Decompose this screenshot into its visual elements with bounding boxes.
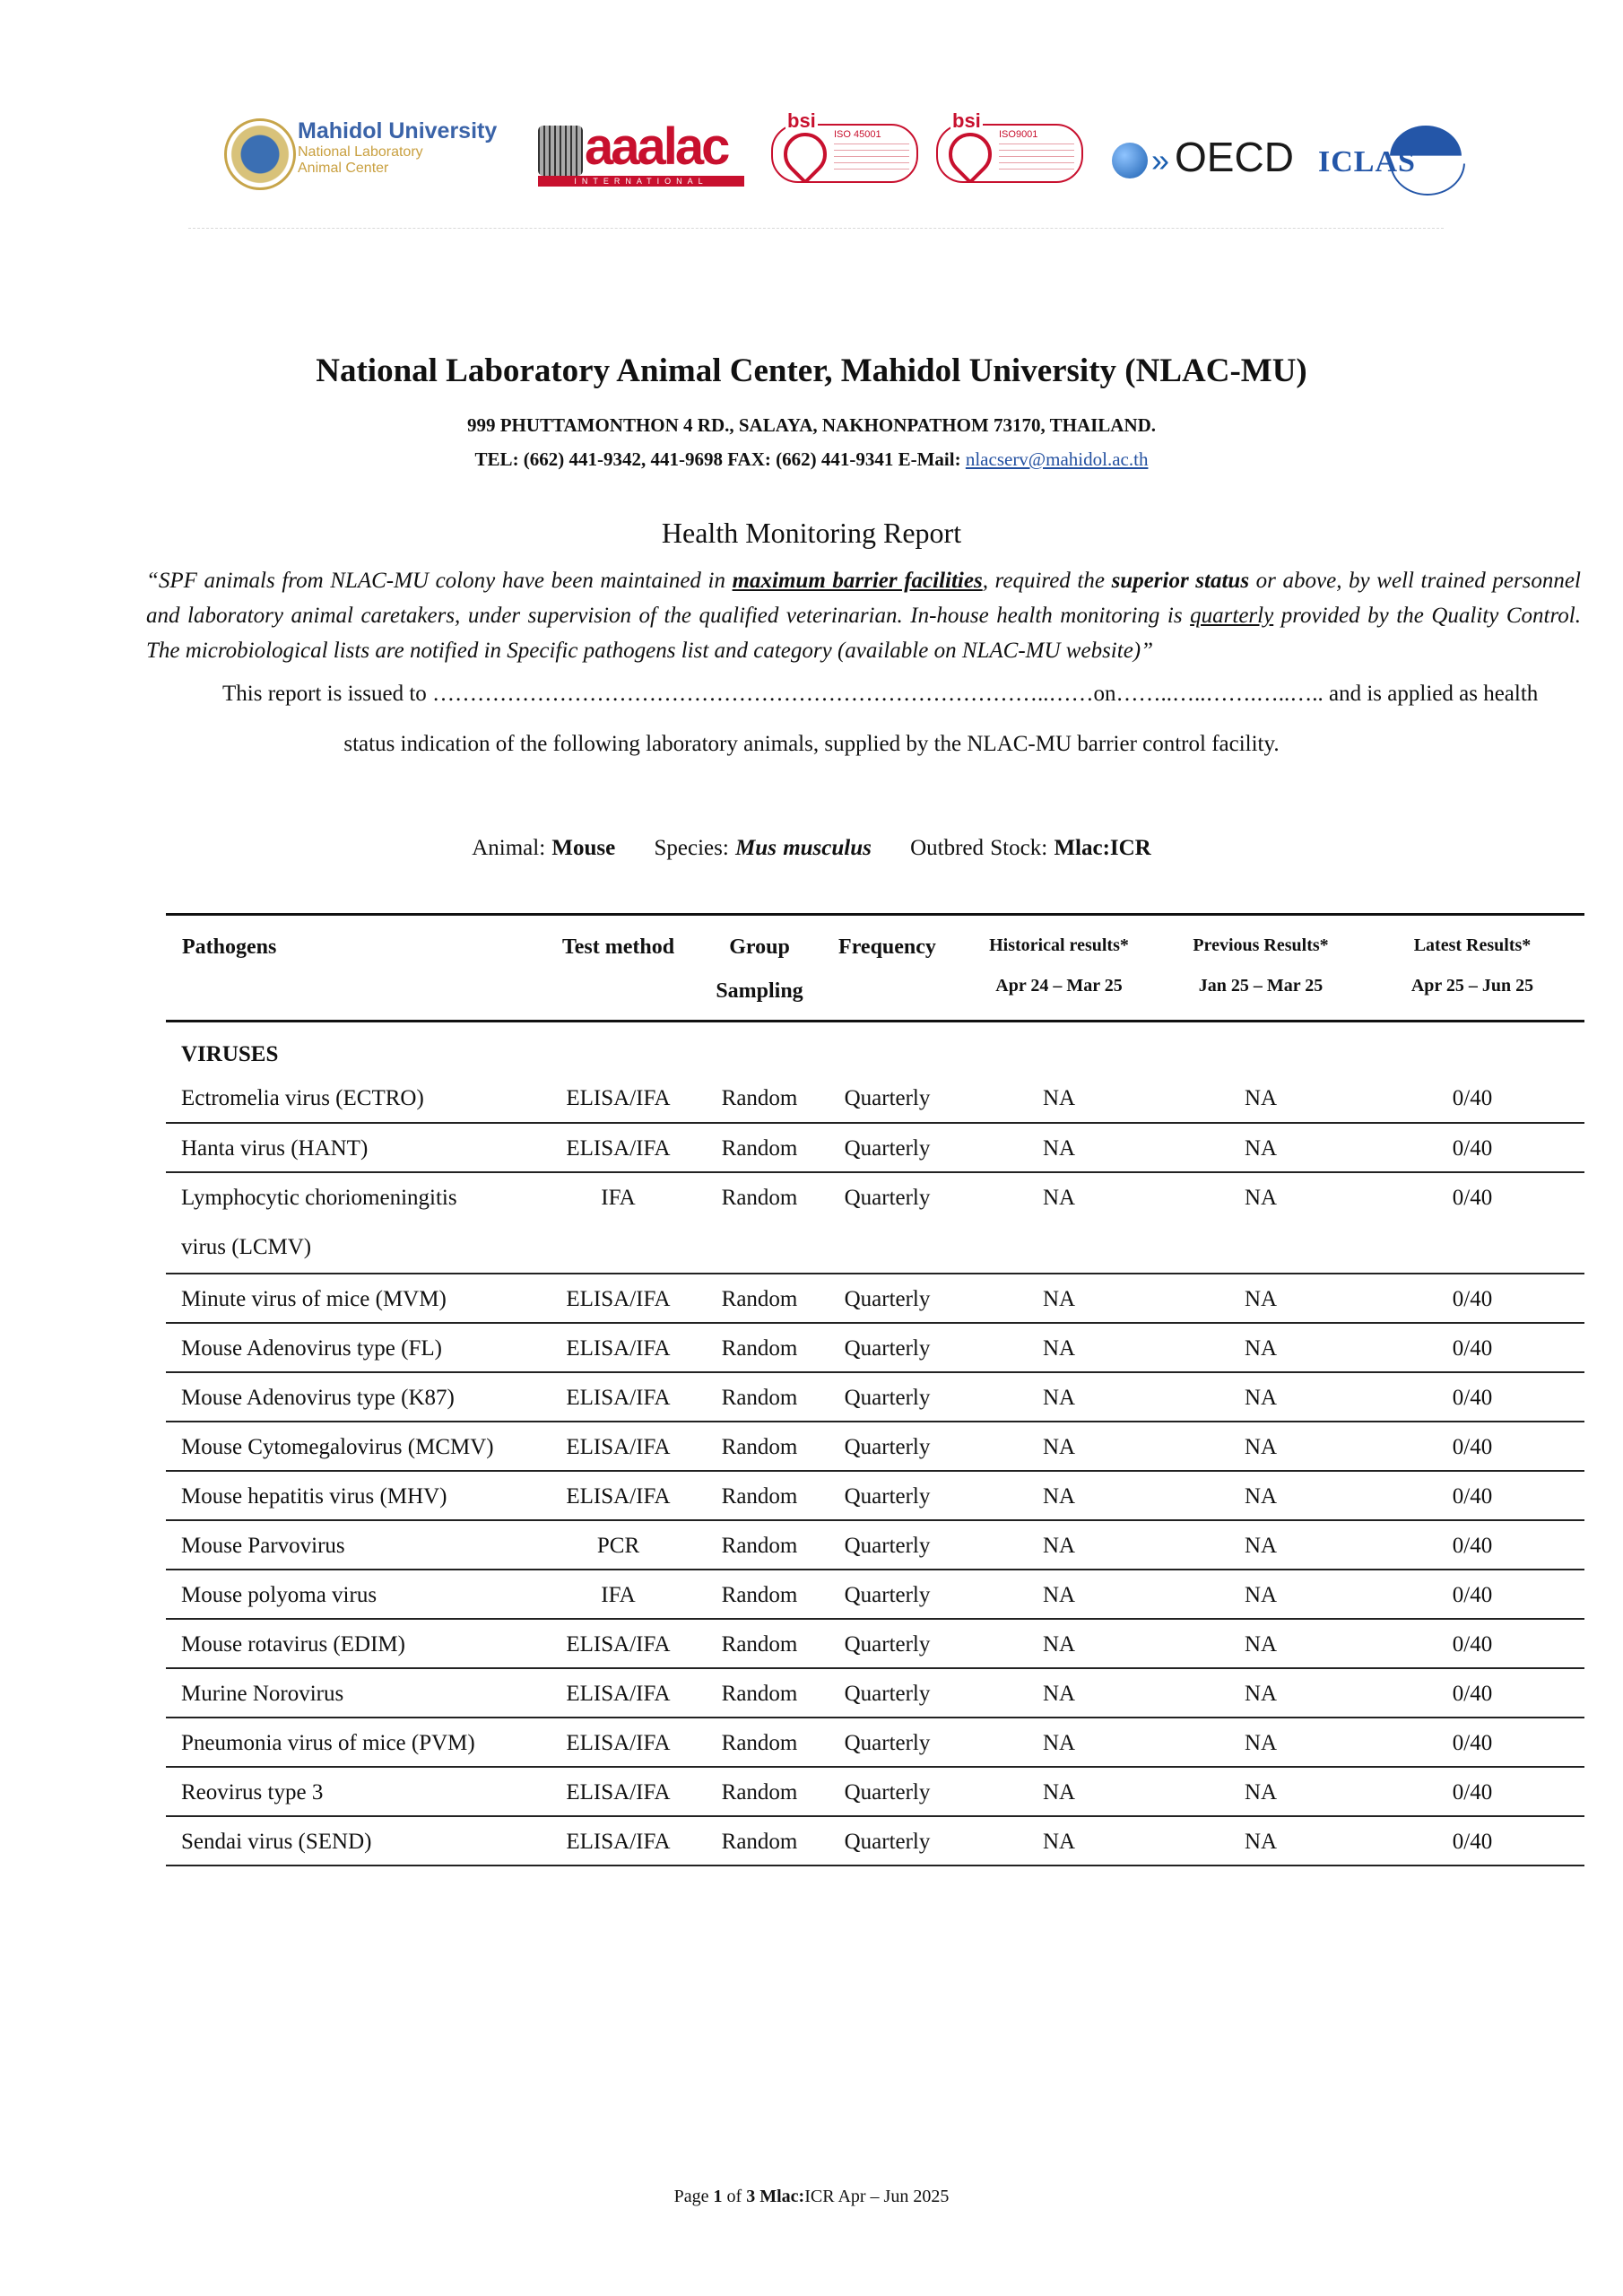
header-previous <box>1161 915 1360 1022</box>
sampling-cell: Random <box>721 1483 798 1509</box>
test-method-cell: ELISA/IFA <box>566 1385 671 1410</box>
species-value: Mus musculus <box>735 836 872 860</box>
header-historical-label: Historical results* <box>989 935 1129 955</box>
historical-cell: NA <box>1042 1582 1076 1607</box>
pathogen-cell: Mouse rotavirus (EDIM) <box>181 1631 405 1657</box>
sampling-cell: Random <box>721 1335 798 1361</box>
species-label: Species: <box>654 836 736 860</box>
close-quote: ” <box>1141 639 1154 663</box>
pathogen-cell: Mouse Adenovirus type (FL) <box>181 1335 442 1361</box>
bsi-standard: ISO 45001 <box>834 129 881 140</box>
previous-cell: NA <box>1244 1779 1278 1805</box>
footer-page-number: 1 <box>713 2187 723 2206</box>
previous-cell: NA <box>1244 1434 1278 1459</box>
latest-cell: 0/40 <box>1452 1533 1493 1558</box>
pathogen-cell: Sendai virus (SEND) <box>181 1829 372 1854</box>
test-method-cell: ELISA/IFA <box>566 1335 671 1361</box>
header-frequency: Frequency <box>838 935 936 959</box>
sampling-cell: Random <box>721 1135 798 1161</box>
previous-cell: NA <box>1244 1631 1278 1657</box>
latest-cell: 0/40 <box>1452 1335 1493 1361</box>
historical-cell: NA <box>1042 1631 1076 1657</box>
test-method-cell: IFA <box>601 1185 636 1210</box>
aaalac-globe-icon <box>538 126 583 176</box>
table-row <box>166 1274 1584 1323</box>
statement-emphasis: superior status <box>1111 569 1250 593</box>
email-link[interactable]: nlacserv@mahidol.ac.th <box>965 448 1149 470</box>
previous-cell: NA <box>1244 1483 1278 1509</box>
historical-cell: NA <box>1042 1829 1076 1854</box>
statement-text: or above, by well trained personnel and laboratory animal caretakers, under supervision of the qualified veterinarian. In-house health monitoring is <box>146 569 1581 628</box>
pathogen-cell: Pneumonia virus of mice (PVM) <box>181 1730 475 1755</box>
latest-cell: 0/40 <box>1452 1483 1493 1509</box>
test-method-cell: ELISA/IFA <box>566 1730 671 1755</box>
table-row <box>166 1718 1584 1767</box>
table-row <box>166 1172 1584 1274</box>
test-method-cell: ELISA/IFA <box>566 1434 671 1459</box>
pathogen-cell: Minute virus of mice (MVM) <box>181 1286 447 1311</box>
sampling-cell: Random <box>721 1631 798 1657</box>
historical-cell: NA <box>1042 1185 1076 1210</box>
mahidol-seal-icon <box>224 118 296 190</box>
mahidol-logo-line2: National Laboratory <box>298 144 423 160</box>
sampling-cell: Random <box>721 1533 798 1558</box>
page-footer <box>0 2187 1623 2207</box>
issued-to-line: This report is issued to ………………………………………………………………………..……on……..…..…….…..….. and is applied as health <box>222 682 1539 706</box>
bsi-iso9001-logo <box>936 109 1083 183</box>
latest-cell: 0/40 <box>1452 1135 1493 1161</box>
frequency-cell: Quarterly <box>844 1385 931 1410</box>
previous-cell: NA <box>1244 1829 1278 1854</box>
frequency-cell: Quarterly <box>844 1135 931 1161</box>
header-pathogens: Pathogens <box>182 935 277 959</box>
contact-details: TEL: (662) 441-9342, 441-9698 FAX: (662) 441-9341 E-Mail: <box>474 448 966 470</box>
mahidol-logo-line3: Animal Center <box>298 161 389 176</box>
latest-cell: 0/40 <box>1452 1681 1493 1706</box>
open-quote: “ <box>146 569 159 593</box>
bsi-fine-print <box>834 144 909 174</box>
table-row <box>166 1816 1584 1866</box>
test-method-cell: IFA <box>601 1582 636 1607</box>
latest-cell: 0/40 <box>1452 1286 1493 1311</box>
latest-cell: 0/40 <box>1452 1185 1493 1210</box>
table-row <box>166 1668 1584 1718</box>
frequency-cell: Quarterly <box>844 1681 931 1706</box>
historical-cell: NA <box>1042 1135 1076 1161</box>
previous-cell: NA <box>1244 1185 1278 1210</box>
aaalac-logo <box>538 117 744 187</box>
historical-cell: NA <box>1042 1533 1076 1558</box>
previous-cell: NA <box>1244 1730 1278 1755</box>
table-row <box>166 1471 1584 1520</box>
footer-stock-name: ICR <box>804 2187 835 2206</box>
previous-cell: NA <box>1244 1085 1278 1110</box>
previous-cell: NA <box>1244 1286 1278 1311</box>
header-sampling: Sampling <box>716 979 803 1003</box>
test-method-cell: ELISA/IFA <box>566 1286 671 1311</box>
bsi-heart-icon <box>940 124 1001 185</box>
frequency-cell: Quarterly <box>844 1829 931 1854</box>
table-header-row <box>166 915 1584 1022</box>
header-historical <box>957 915 1161 1022</box>
test-method-cell: ELISA/IFA <box>566 1829 671 1854</box>
historical-cell: NA <box>1042 1286 1076 1311</box>
spf-statement <box>146 563 1581 668</box>
table-row <box>166 1372 1584 1422</box>
stock-value: Mlac:ICR <box>1054 836 1151 860</box>
org-title: National Laboratory Animal Center, Mahidol University (NLAC-MU) <box>316 352 1307 389</box>
header-previous-period: Jan 25 – Mar 25 <box>1198 976 1324 996</box>
test-method-cell: ELISA/IFA <box>566 1085 671 1110</box>
test-method-cell: ELISA/IFA <box>566 1631 671 1657</box>
frequency-cell: Quarterly <box>844 1730 931 1755</box>
frequency-cell: Quarterly <box>844 1779 931 1805</box>
latest-cell: 0/40 <box>1452 1582 1493 1607</box>
pathogen-cell: Hanta virus (HANT) <box>181 1135 369 1161</box>
bsi-iso45001-logo <box>771 109 918 183</box>
table-row <box>166 1422 1584 1471</box>
mahidol-logo-line1: Mahidol University <box>298 118 498 144</box>
statement-emphasis: maximum barrier facilities <box>732 569 983 593</box>
iclas-word: ICLAS <box>1318 145 1416 178</box>
previous-cell: NA <box>1244 1582 1278 1607</box>
frequency-cell: Quarterly <box>844 1533 931 1558</box>
frequency-cell: Quarterly <box>844 1185 931 1210</box>
table-row <box>166 1074 1584 1123</box>
footer-of: of <box>722 2187 747 2206</box>
bsi-brand: bsi <box>952 109 981 132</box>
test-method-cell: ELISA/IFA <box>566 1135 671 1161</box>
bsi-heart-icon <box>775 124 836 185</box>
table-row <box>166 1323 1584 1372</box>
historical-cell: NA <box>1042 1483 1076 1509</box>
footer-page-label: Page <box>673 2187 714 2206</box>
test-method-cell: ELISA/IFA <box>566 1779 671 1805</box>
section-title: VIRUSES <box>181 1042 279 1066</box>
historical-cell: NA <box>1042 1085 1076 1110</box>
frequency-cell: Quarterly <box>844 1434 931 1459</box>
iclas-logo <box>1318 126 1471 197</box>
pathogen-cell: Reovirus type 3 <box>181 1779 324 1805</box>
frequency-cell: Quarterly <box>844 1582 931 1607</box>
table-row <box>166 1123 1584 1172</box>
previous-cell: NA <box>1244 1135 1278 1161</box>
statement-text: SPF animals from NLAC-MU colony have been maintained in <box>158 569 733 593</box>
frequency-cell: Quarterly <box>844 1483 931 1509</box>
animal-info <box>0 836 1623 861</box>
header-divider <box>188 228 1444 229</box>
footer-period: Apr – Jun 2025 <box>834 2187 950 2206</box>
test-method-cell: ELISA/IFA <box>566 1483 671 1509</box>
oecd-chevron-icon: » <box>1151 141 1170 178</box>
pathogen-cell: Ectromelia virus (ECTRO) <box>181 1085 424 1110</box>
report-title: Health Monitoring Report <box>661 517 962 549</box>
pathogen-line1: Lymphocytic choriomeningitis <box>181 1185 457 1210</box>
statement-text: provided by the Quality Control. The microbiological lists are notified in Specific pathogens list and category (available on NLAC-MU website) <box>146 604 1581 663</box>
pathogen-cell: Mouse hepatitis virus (MHV) <box>181 1483 447 1509</box>
footer-stock: Mlac: <box>755 2187 805 2206</box>
frequency-cell: Quarterly <box>844 1335 931 1361</box>
pathogen-cell: Murine Norovirus <box>181 1681 344 1706</box>
sampling-cell: Random <box>721 1681 798 1706</box>
latest-cell: 0/40 <box>1452 1631 1493 1657</box>
aaalac-word: aaalac <box>585 117 728 176</box>
historical-cell: NA <box>1042 1779 1076 1805</box>
section-row <box>166 1022 1584 1074</box>
sampling-cell: Random <box>721 1085 798 1110</box>
sampling-cell: Random <box>721 1829 798 1854</box>
stock-label: Outbred Stock: <box>910 836 1055 860</box>
previous-cell: NA <box>1244 1533 1278 1558</box>
sampling-cell: Random <box>721 1779 798 1805</box>
table-row <box>166 1619 1584 1668</box>
historical-cell: NA <box>1042 1681 1076 1706</box>
mahidol-logo <box>215 108 511 206</box>
latest-cell: 0/40 <box>1452 1434 1493 1459</box>
header-latest-label: Latest Results* <box>1413 935 1532 955</box>
oecd-word: OECD <box>1175 134 1294 180</box>
previous-cell: NA <box>1244 1681 1278 1706</box>
results-table <box>166 913 1584 1866</box>
header-group-sampling <box>701 915 818 1022</box>
header-latest-period: Apr 25 – Jun 25 <box>1410 976 1534 996</box>
oecd-logo <box>1112 133 1294 181</box>
sampling-cell: Random <box>721 1434 798 1459</box>
pathogen-cell: Mouse Adenovirus type (K87) <box>181 1385 455 1410</box>
table-row <box>166 1520 1584 1570</box>
sampling-cell: Random <box>721 1286 798 1311</box>
bsi-fine-print <box>999 144 1074 174</box>
pathogen-cell: Mouse polyoma virus <box>181 1582 378 1607</box>
sampling-cell: Random <box>721 1582 798 1607</box>
bsi-brand: bsi <box>787 109 816 132</box>
header-latest <box>1360 915 1584 1022</box>
sampling-cell: Random <box>721 1185 798 1210</box>
status-indication-line: status indication of the following laboratory animals, supplied by the NLAC-MU barrier control facility. <box>343 732 1280 756</box>
table-row <box>166 1570 1584 1619</box>
frequency-cell: Quarterly <box>844 1286 931 1311</box>
historical-cell: NA <box>1042 1730 1076 1755</box>
previous-cell: NA <box>1244 1385 1278 1410</box>
header-historical-period: Apr 24 – Mar 25 <box>995 976 1123 996</box>
org-contact <box>0 448 1623 471</box>
previous-cell: NA <box>1244 1335 1278 1361</box>
oecd-globe-icon <box>1112 143 1148 178</box>
sampling-cell: Random <box>721 1730 798 1755</box>
header-previous-label: Previous Results* <box>1193 935 1329 955</box>
statement-text: , required the <box>982 569 1112 593</box>
pathogen-cell: Mouse Cytomegalovirus (MCMV) <box>181 1434 494 1459</box>
frequency-cell: Quarterly <box>844 1085 931 1110</box>
frequency-cell: Quarterly <box>844 1631 931 1657</box>
table-row <box>166 1767 1584 1816</box>
sampling-cell: Random <box>721 1385 798 1410</box>
org-address: 999 PHUTTAMONTHON 4 RD., SALAYA, NAKHONPATHOM 73170, THAILAND. <box>466 414 1157 436</box>
bsi-standard: ISO9001 <box>999 129 1038 140</box>
test-method-cell: PCR <box>596 1533 640 1558</box>
test-method-cell: ELISA/IFA <box>566 1681 671 1706</box>
statement-underline: quarterly <box>1190 604 1274 628</box>
historical-cell: NA <box>1042 1335 1076 1361</box>
latest-cell: 0/40 <box>1452 1730 1493 1755</box>
historical-cell: NA <box>1042 1385 1076 1410</box>
pathogen-line2: virus (LCMV) <box>181 1234 312 1259</box>
pathogen-cell: Mouse Parvovirus <box>181 1533 345 1558</box>
latest-cell: 0/40 <box>1452 1085 1493 1110</box>
header-test-method: Test method <box>561 935 675 959</box>
aaalac-bar: INTERNATIONAL <box>538 176 744 187</box>
historical-cell: NA <box>1042 1434 1076 1459</box>
animal-label: Animal: <box>472 836 552 860</box>
latest-cell: 0/40 <box>1452 1779 1493 1805</box>
logo-strip <box>215 108 1488 206</box>
footer-page-total: 3 <box>746 2187 756 2206</box>
latest-cell: 0/40 <box>1452 1385 1493 1410</box>
header-group: Group <box>729 935 790 959</box>
animal-value: Mouse <box>551 836 616 860</box>
pathogen-cell <box>166 1172 535 1274</box>
latest-cell: 0/40 <box>1452 1829 1493 1854</box>
